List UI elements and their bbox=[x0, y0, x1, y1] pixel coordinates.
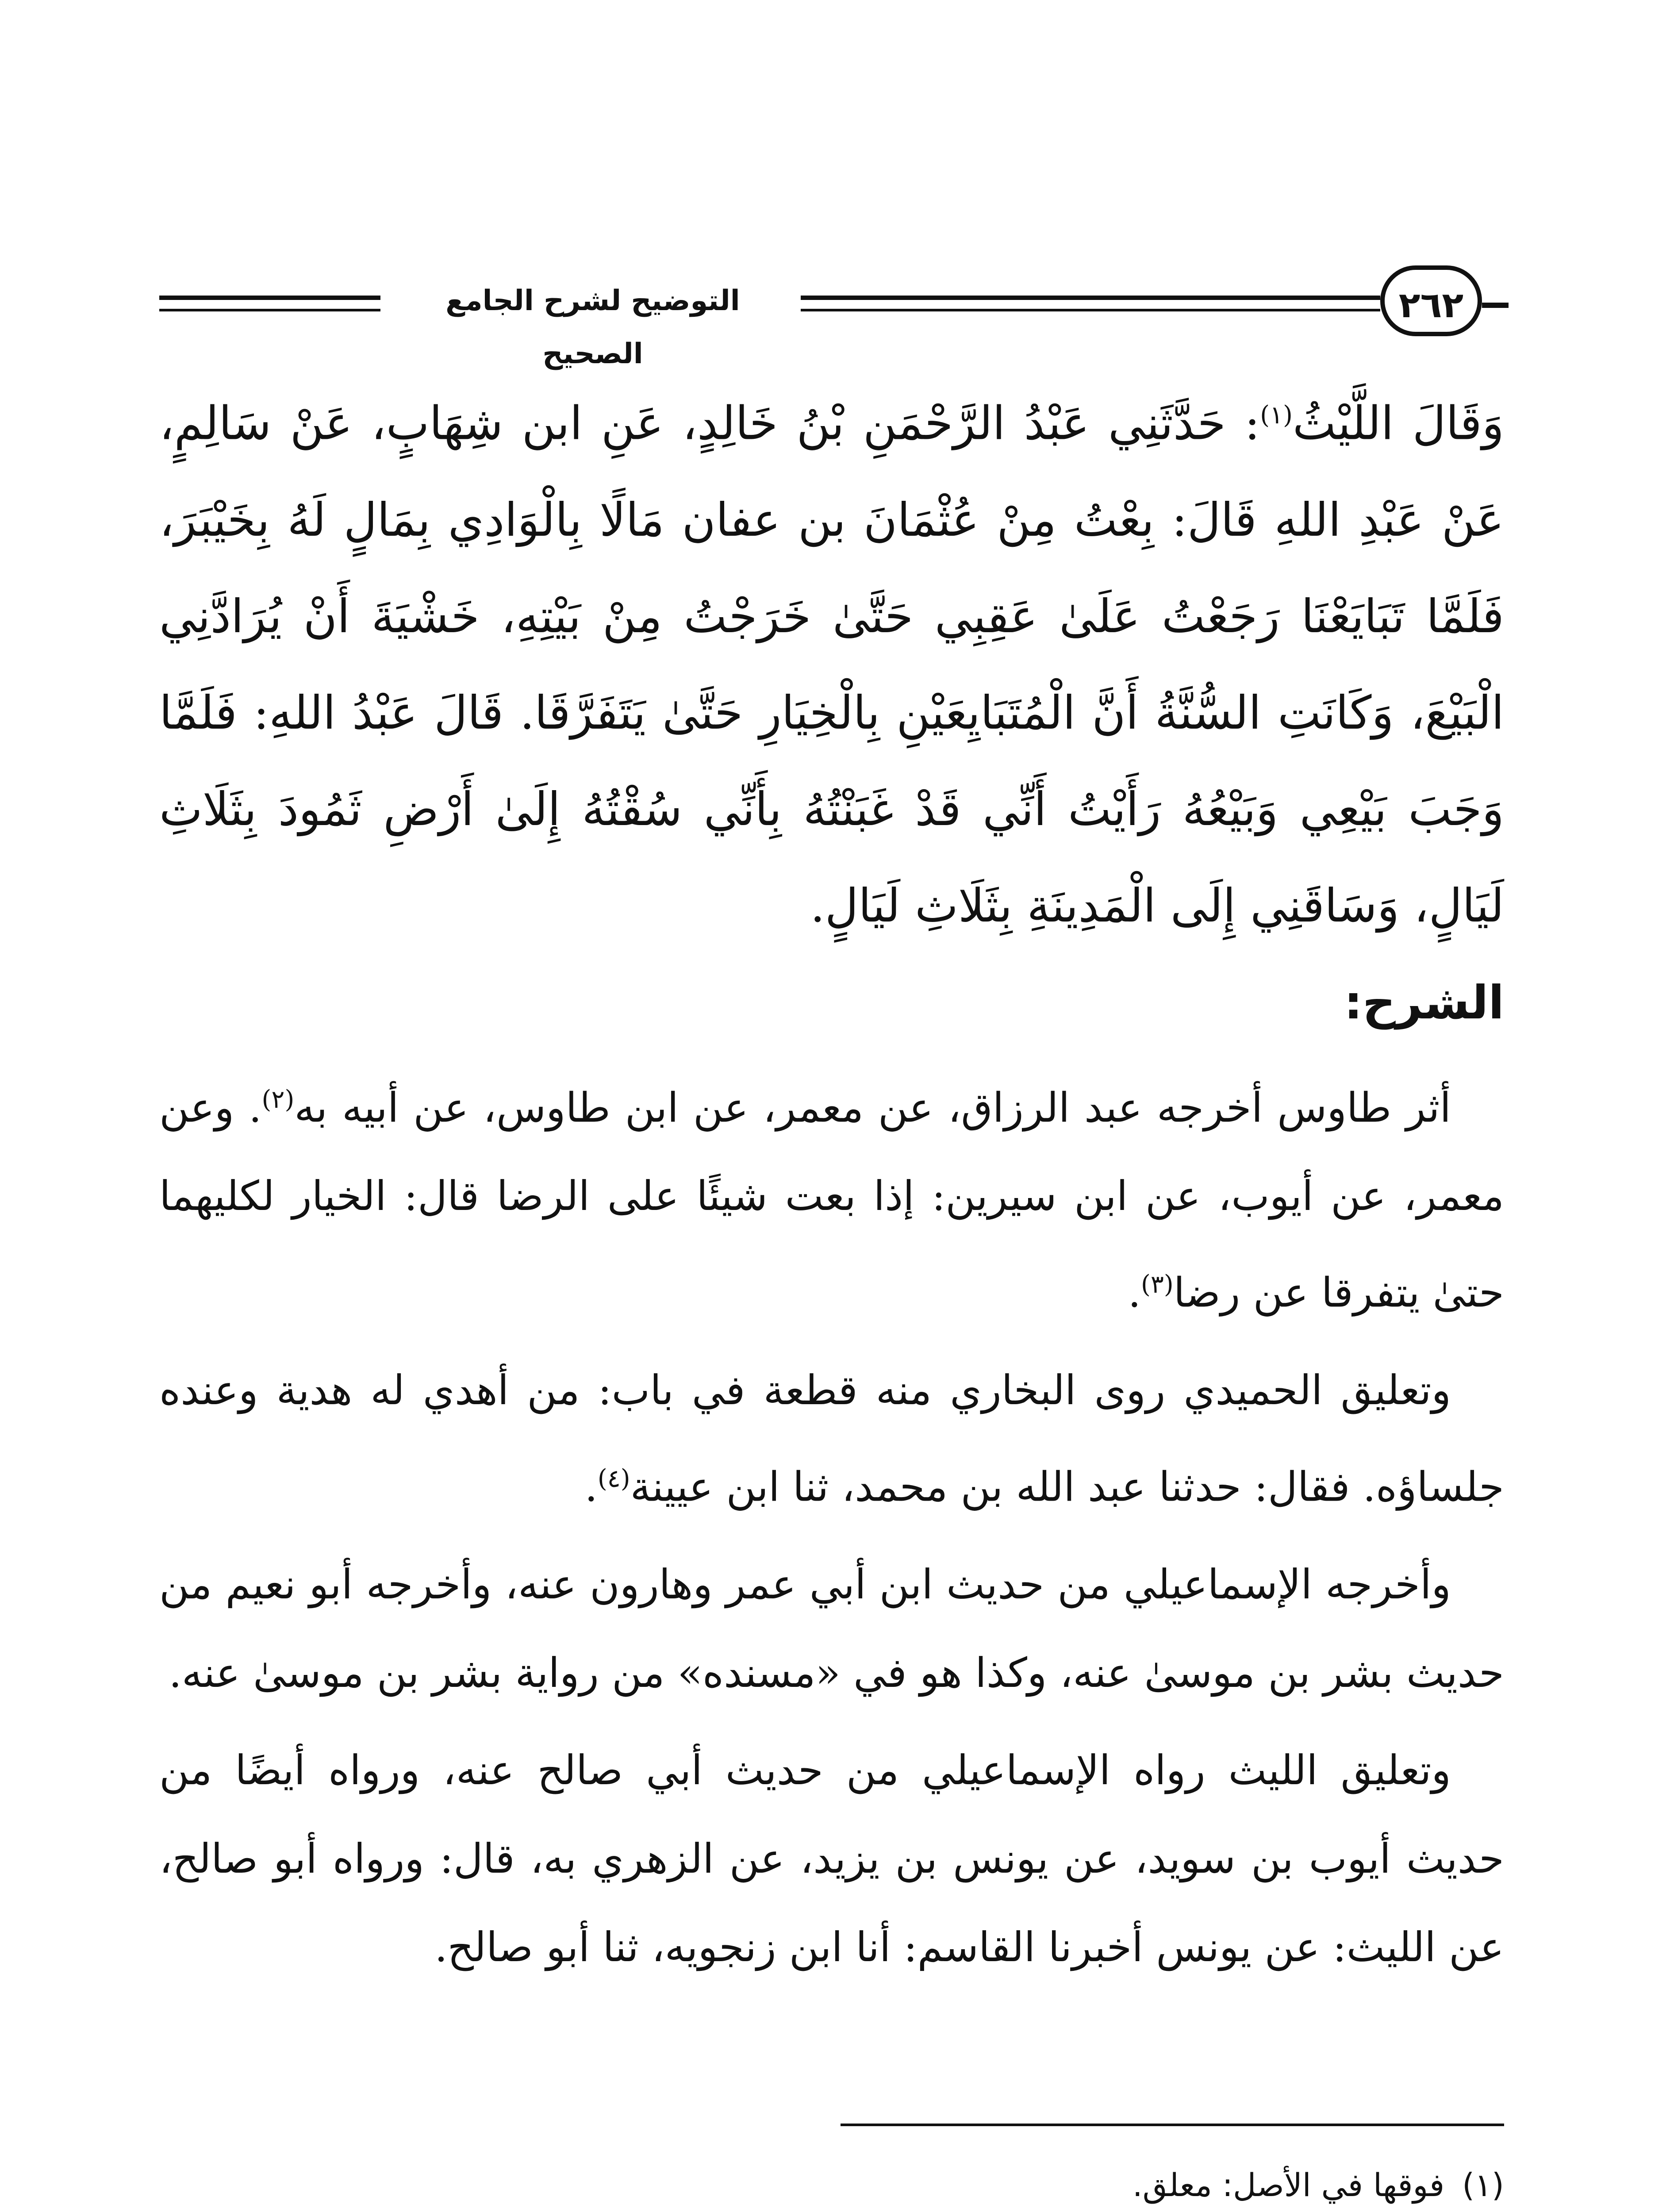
hadith-part-1: وَقَالَ اللَّيْثُ bbox=[1293, 396, 1504, 450]
header-rule-left bbox=[159, 296, 380, 300]
paragraph-4: وتعليق الليث رواه الإسماعيلي من حديث أبي صالح عنه، ورواه أيضًا من حديث أيوب بن سويد، عن يونس بن يزيد، عن الزهري به، قال: ورواه أبو صالح، عن الليث: عن يونس أخبرنا القاسم: أنا ابن زنجويه، ثنا أبو صالح. bbox=[159, 1746, 1504, 1971]
sharh-heading: الشرح: bbox=[1344, 975, 1504, 1029]
paragraph-1-text-c: . bbox=[1128, 1269, 1141, 1317]
footnote-number: (١) bbox=[1462, 2166, 1504, 2204]
paragraph-3: وأخرجه الإسماعيلي من حديث ابن أبي عمر وهارون عنه، وأخرجه أبو نعيم من حديث بشر بن موسىٰ عنه، وكذا هو في «مسنده» من رواية بشر بن موسىٰ عنه. bbox=[159, 1560, 1504, 1697]
footnote-separator bbox=[841, 2124, 1504, 2126]
header-rule-left-thin bbox=[159, 309, 380, 311]
paragraph-1-text-b: . وعن معمر، عن أيوب، عن ابن سيرين: إذا بعت شيئًا على الرضا قال: الخيار لكليهما حتىٰ يتفرقا عن رضا bbox=[159, 1084, 1504, 1317]
footnote-ref-3: (٣) bbox=[1140, 1270, 1174, 1299]
paragraph-2-text-a: وتعليق الحميدي روى البخاري منه قطعة في باب: من أهدي له هدية وعنده جلساؤه. فقال: حدثنا عبد الله بن محمد، ثنا ابن عيينة bbox=[159, 1366, 1504, 1511]
footnote-ref-2: (٢) bbox=[261, 1085, 295, 1114]
paragraph-2 bbox=[159, 1346, 1504, 1532]
paragraph-2-text-b: . bbox=[584, 1463, 598, 1511]
hadith-text bbox=[159, 367, 1504, 954]
header-rule-right bbox=[1482, 303, 1509, 308]
paragraph-1 bbox=[159, 1056, 1504, 1337]
footnote-ref-1: (١) bbox=[1260, 401, 1293, 430]
paragraph-1-text-a: أثر طاوس أخرجه عبد الرزاق، عن معمر، عن ابن طاوس، عن أبيه به bbox=[294, 1084, 1451, 1132]
footnotes bbox=[159, 2154, 1504, 2212]
header-rule-middle-thin bbox=[801, 309, 1380, 311]
header-rule-middle bbox=[801, 296, 1380, 300]
footnote-1 bbox=[159, 2154, 1504, 2212]
hadith-part-2: : حَدَّثَنِي عَبْدُ الرَّحْمَنِ بْنُ خَالِدٍ، عَنِ ابن شِهَابٍ، عَنْ سَالِمٍ، عَنْ عَبْدِ اللهِ قَالَ: بِعْتُ مِنْ عُثْمَانَ بن عفان مَالًا بِالْوَادِي بِمَالٍ لَهُ بِخَيْبَرَ، فَلَمَّا تَبَايَعْنَا رَجَعْتُ عَلَىٰ عَقِبِي حَتَّىٰ خَرَجْتُ مِنْ بَيْتِهِ، خَشْيَةَ أَنْ يُرَادَّنِي الْبَيْعَ، وَكَانَتِ السُّنَّةُ أَنَّ الْمُتَبَايِعَيْنِ بِالْخِيَارِ حَتَّىٰ يَتَفَرَّقَا. قَالَ عَبْدُ اللهِ: فَلَمَّا وَجَبَ بَيْعِي وَبَيْعُهُ رَأَيْتُ أَنِّي قَدْ غَبَنْتُهُ بِأَنِّي سُقْتُهُ إِلَىٰ أَرْضِ ثَمُودَ بِثَلَاثِ لَيَالٍ، وَسَاقَنِي إِلَى الْمَدِينَةِ بِثَلَاثِ لَيَالٍ. bbox=[159, 396, 1504, 933]
page-header bbox=[159, 261, 1504, 370]
running-title: التوضيح لشرح الجامع الصحيح bbox=[445, 284, 740, 370]
page-number: ٢٦٢ bbox=[1380, 265, 1482, 336]
footnote-ref-4: (٤) bbox=[597, 1464, 630, 1493]
footnote-text: فوقها في الأصل: معلق. bbox=[1132, 2166, 1445, 2204]
main-text bbox=[159, 367, 1504, 1992]
